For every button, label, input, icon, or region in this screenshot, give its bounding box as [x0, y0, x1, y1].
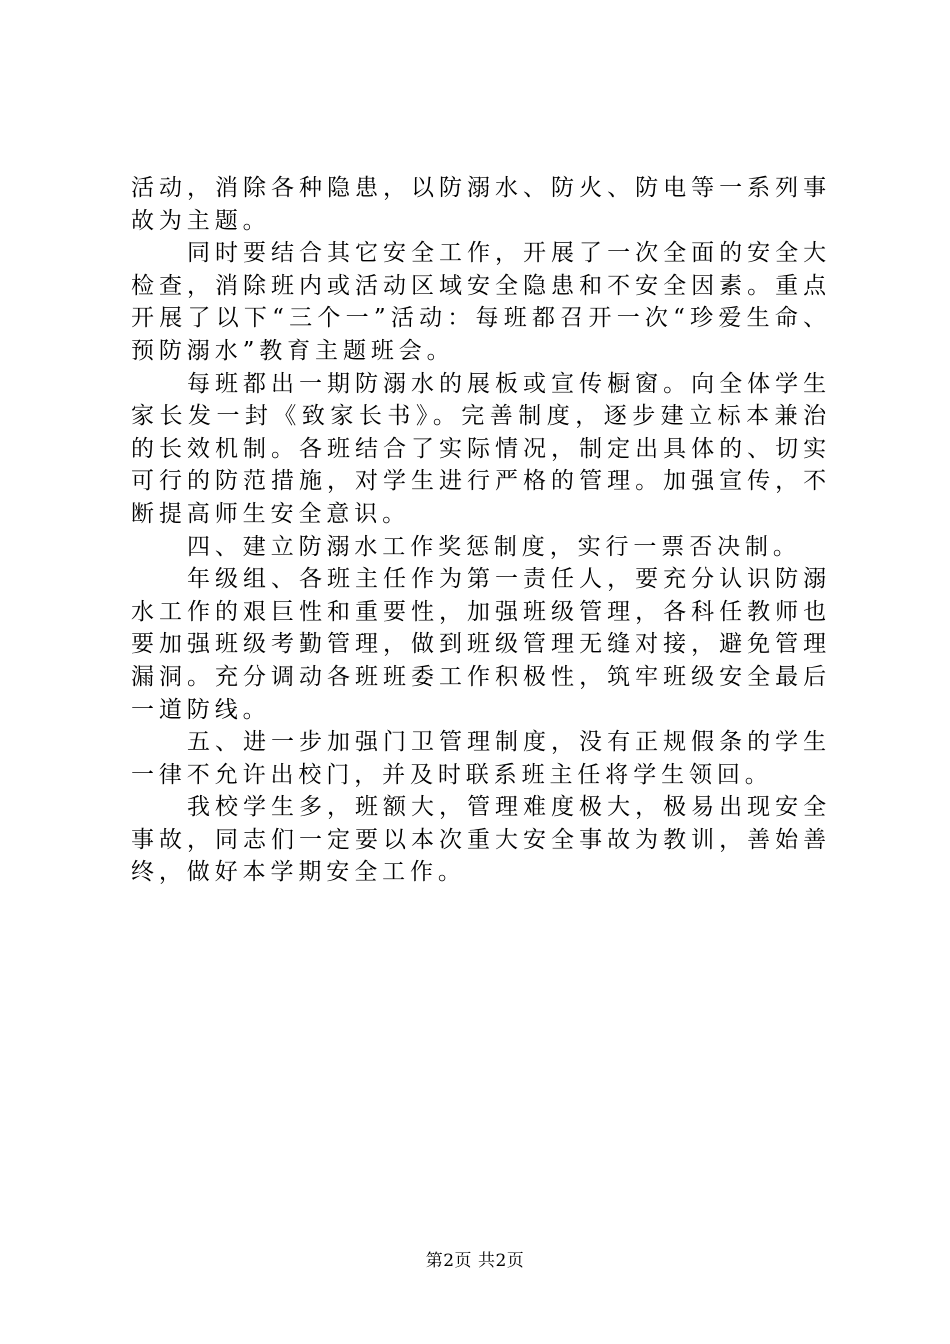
paragraph: 我校学生多，班额大，管理难度极大，极易出现安全事故，同志们一定要以本次重大安全事故为教训，善始善终，做好本学期安全工作。 [131, 794, 831, 886]
paragraph: 五、进一步加强门卫管理制度，没有正规假条的学生一律不允许出校门，并及时联系班主任将学生领回。 [131, 729, 831, 788]
paragraph: 年级组、各班主任作为第一责任人，要充分认识防溺水工作的艰巨性和重要性，加强班级管理，各科任教师也要加强班级考勤管理，做到班级管理无缝对接，避免管理漏洞。充分调动各班班委工作积极性，筑牢班级安全最后一道防线。 [131, 566, 831, 723]
document-body [131, 172, 831, 889]
paragraph: 四、建立防溺水工作奖惩制度，实行一票否决制。 [187, 533, 801, 560]
page-number-footer: 第2页 共2页 [425, 1251, 525, 1271]
paragraph: 每班都出一期防溺水的展板或宣传橱窗。向全体学生家长发一封《致家长书》。完善制度，逐步建立标本兼治的长效机制。各班结合了实际情况，制定出具体的、切实可行的防范措施，对学生进行严格的管理。加强宣传，不断提高师生安全意识。 [131, 370, 831, 527]
paragraph: 活动，消除各种隐患，以防溺水、防火、防电等一系列事故为主题。 [131, 175, 831, 234]
paragraph: 同时要结合其它安全工作，开展了一次全面的安全大检查，消除班内或活动区域安全隐患和不安全因素。重点开展了以下“三个一”活动：每班都召开一次“珍爱生命、预防溺水”教育主题班会。 [131, 240, 831, 364]
